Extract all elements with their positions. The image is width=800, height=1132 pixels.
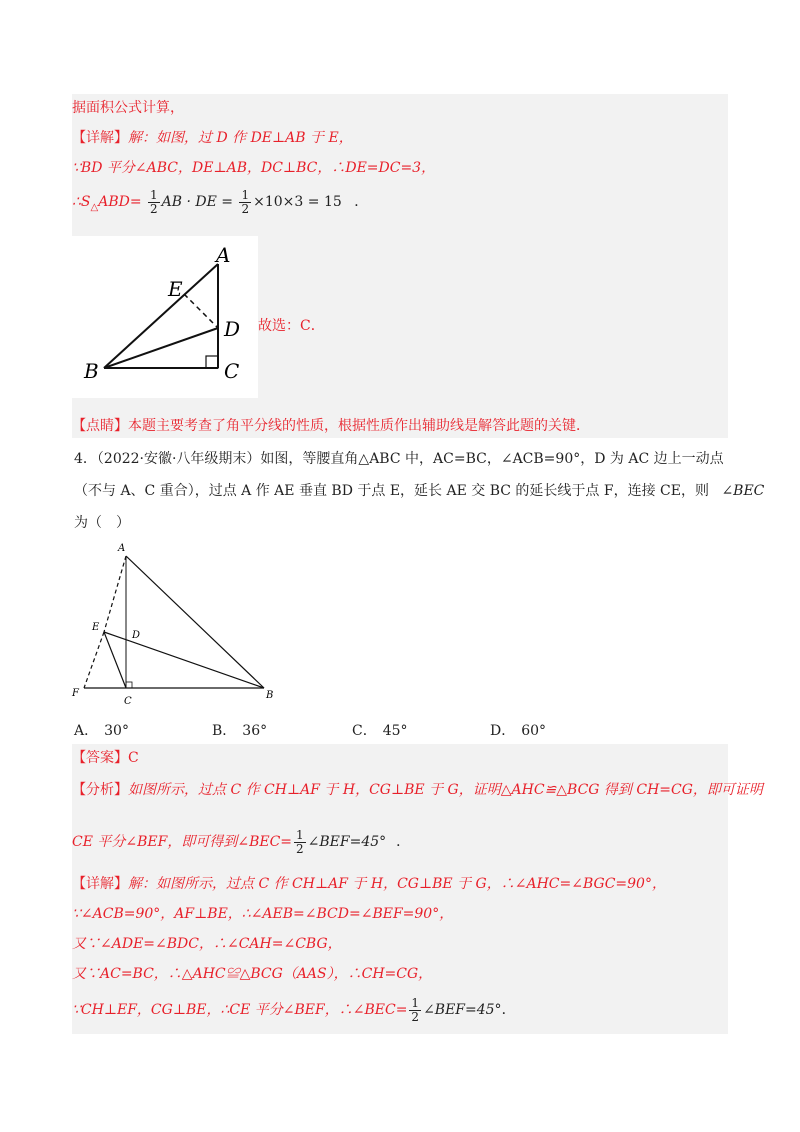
dianjing-text: 本题主要考查了角平分线的性质，根据性质作出辅助线是解答此题的关键． [128,418,590,434]
fenxi-line2-prefix: CE 平分∠BEF，即可得到∠BEC= [72,834,293,850]
label2-E: E [92,622,100,633]
step-4: 又∵AC=BC，∴△AHC≌△BCG（AAS），∴CH=CG， [72,966,433,982]
option-a[interactable]: A． 30° [74,723,129,739]
fenxi-line2-suffix: ∠BEF=45° [307,834,387,850]
label-A: A [216,243,231,267]
question-4-line1: 4．（2022·安徽·八年级期末）如图，等腰直角△ABC 中，AC=BC，∠ACB=90°，D 为 AC 边上一动点 [74,451,724,467]
step-3: 又∵∠ADE=∠BDC，∴∠CAH=∠CBG， [72,936,342,952]
question-4-line3: 为（ ） [74,515,130,531]
area-mid: ABD= [98,194,142,210]
fraction-half-2: $\frac{1}{2}$ [241,187,250,216]
step5-prefix: ∵CH⊥EF，CG⊥BE，∴CE 平分∠BEF，∴∠BEC= [72,1002,408,1018]
label-C: C [224,359,240,383]
xiangjie-text: 解：如图，过 D 作 DE⊥AB 于 E， [128,130,353,146]
fenxi-fraction: $\frac{1}{2}$ [296,827,304,856]
option-d[interactable]: D． 60° [490,723,547,739]
area-sub: △ [90,201,99,213]
question-4-line2 [74,481,764,501]
label-E: E [168,277,183,301]
bisector-reason-line: ∵BD 平分∠ABC，DE⊥AB，DC⊥BC，∴DE=DC=3， [72,160,436,176]
figure-triangle-abc-1 [72,236,258,398]
label2-F: F [72,688,79,699]
step5-suffix: ∠BEF=45° [423,1002,502,1018]
figure-isosceles-right-triangle [66,538,284,710]
answer-xiangjie-label: 【详解】 [72,876,128,892]
area-prefix: ∴S [72,194,91,210]
label-B: B [84,359,99,383]
label-D: D [224,317,241,341]
dianjing-label: 【点睛】 [72,418,128,434]
dianjing-line [72,416,590,436]
answer-label: 【答案】 [72,750,128,766]
label2-D: D [132,630,141,641]
answer-xiangjie-text: 解：如图所示，过点 C 作 CH⊥AF 于 H，CG⊥BE 于 G，∴∠AHC=∠BGC=90°， [128,876,666,892]
question-4-angle: ∠BEC [721,483,765,499]
figure-1-svg [72,236,258,398]
label2-A: A [118,543,126,554]
answer-value: C [128,750,139,766]
label2-C: C [124,696,132,707]
fraction-half-1: $\frac{1}{2}$ [150,187,158,216]
answer-analysis-block [72,744,763,1034]
answer-xiangjie-line [72,874,666,894]
area-expr-1: AB · DE = [161,194,234,210]
answer-line [72,748,139,768]
fenxi-line-2 [72,826,410,858]
solution-intro-line: 据面积公式计算， [72,100,184,116]
step-2: ∵∠ACB=90°，AF⊥BE，∴∠AEB=∠BCD=∠BEF=90°， [72,906,454,922]
fenxi-line2-end: ． [396,834,411,850]
answer-choice-text: 故选：C． [258,318,325,334]
figure-2-svg [66,538,284,710]
step5-end: ． [501,1002,516,1018]
question-4-line2-text: （不与 A、C 重合），过点 A 作 AE 垂直 BD 于点 E，延长 AE 交 BC 的延长线于点 F，连接 CE，则 [74,483,709,499]
xiangjie-label: 【详解】 [72,130,128,146]
label2-B: B [266,690,274,701]
step-5 [72,994,516,1026]
step5-fraction: $\frac{1}{2}$ [411,995,420,1024]
area-expr-2: ×10×3 = 15 [253,194,342,210]
area-formula-line [72,186,368,224]
option-c[interactable]: C． 45° [352,723,408,739]
fenxi-line [72,780,763,800]
fenxi-label: 【分析】 [72,782,128,798]
option-b[interactable]: B． 36° [212,723,268,739]
xiangjie-line [72,128,353,148]
area-end: ． [354,194,369,210]
fenxi-text: 如图所示，过点 C 作 CH⊥AF 于 H，CG⊥BE 于 G，证明△AHC≌△BCG 得到 CH=CG，即可证明 [128,782,763,798]
